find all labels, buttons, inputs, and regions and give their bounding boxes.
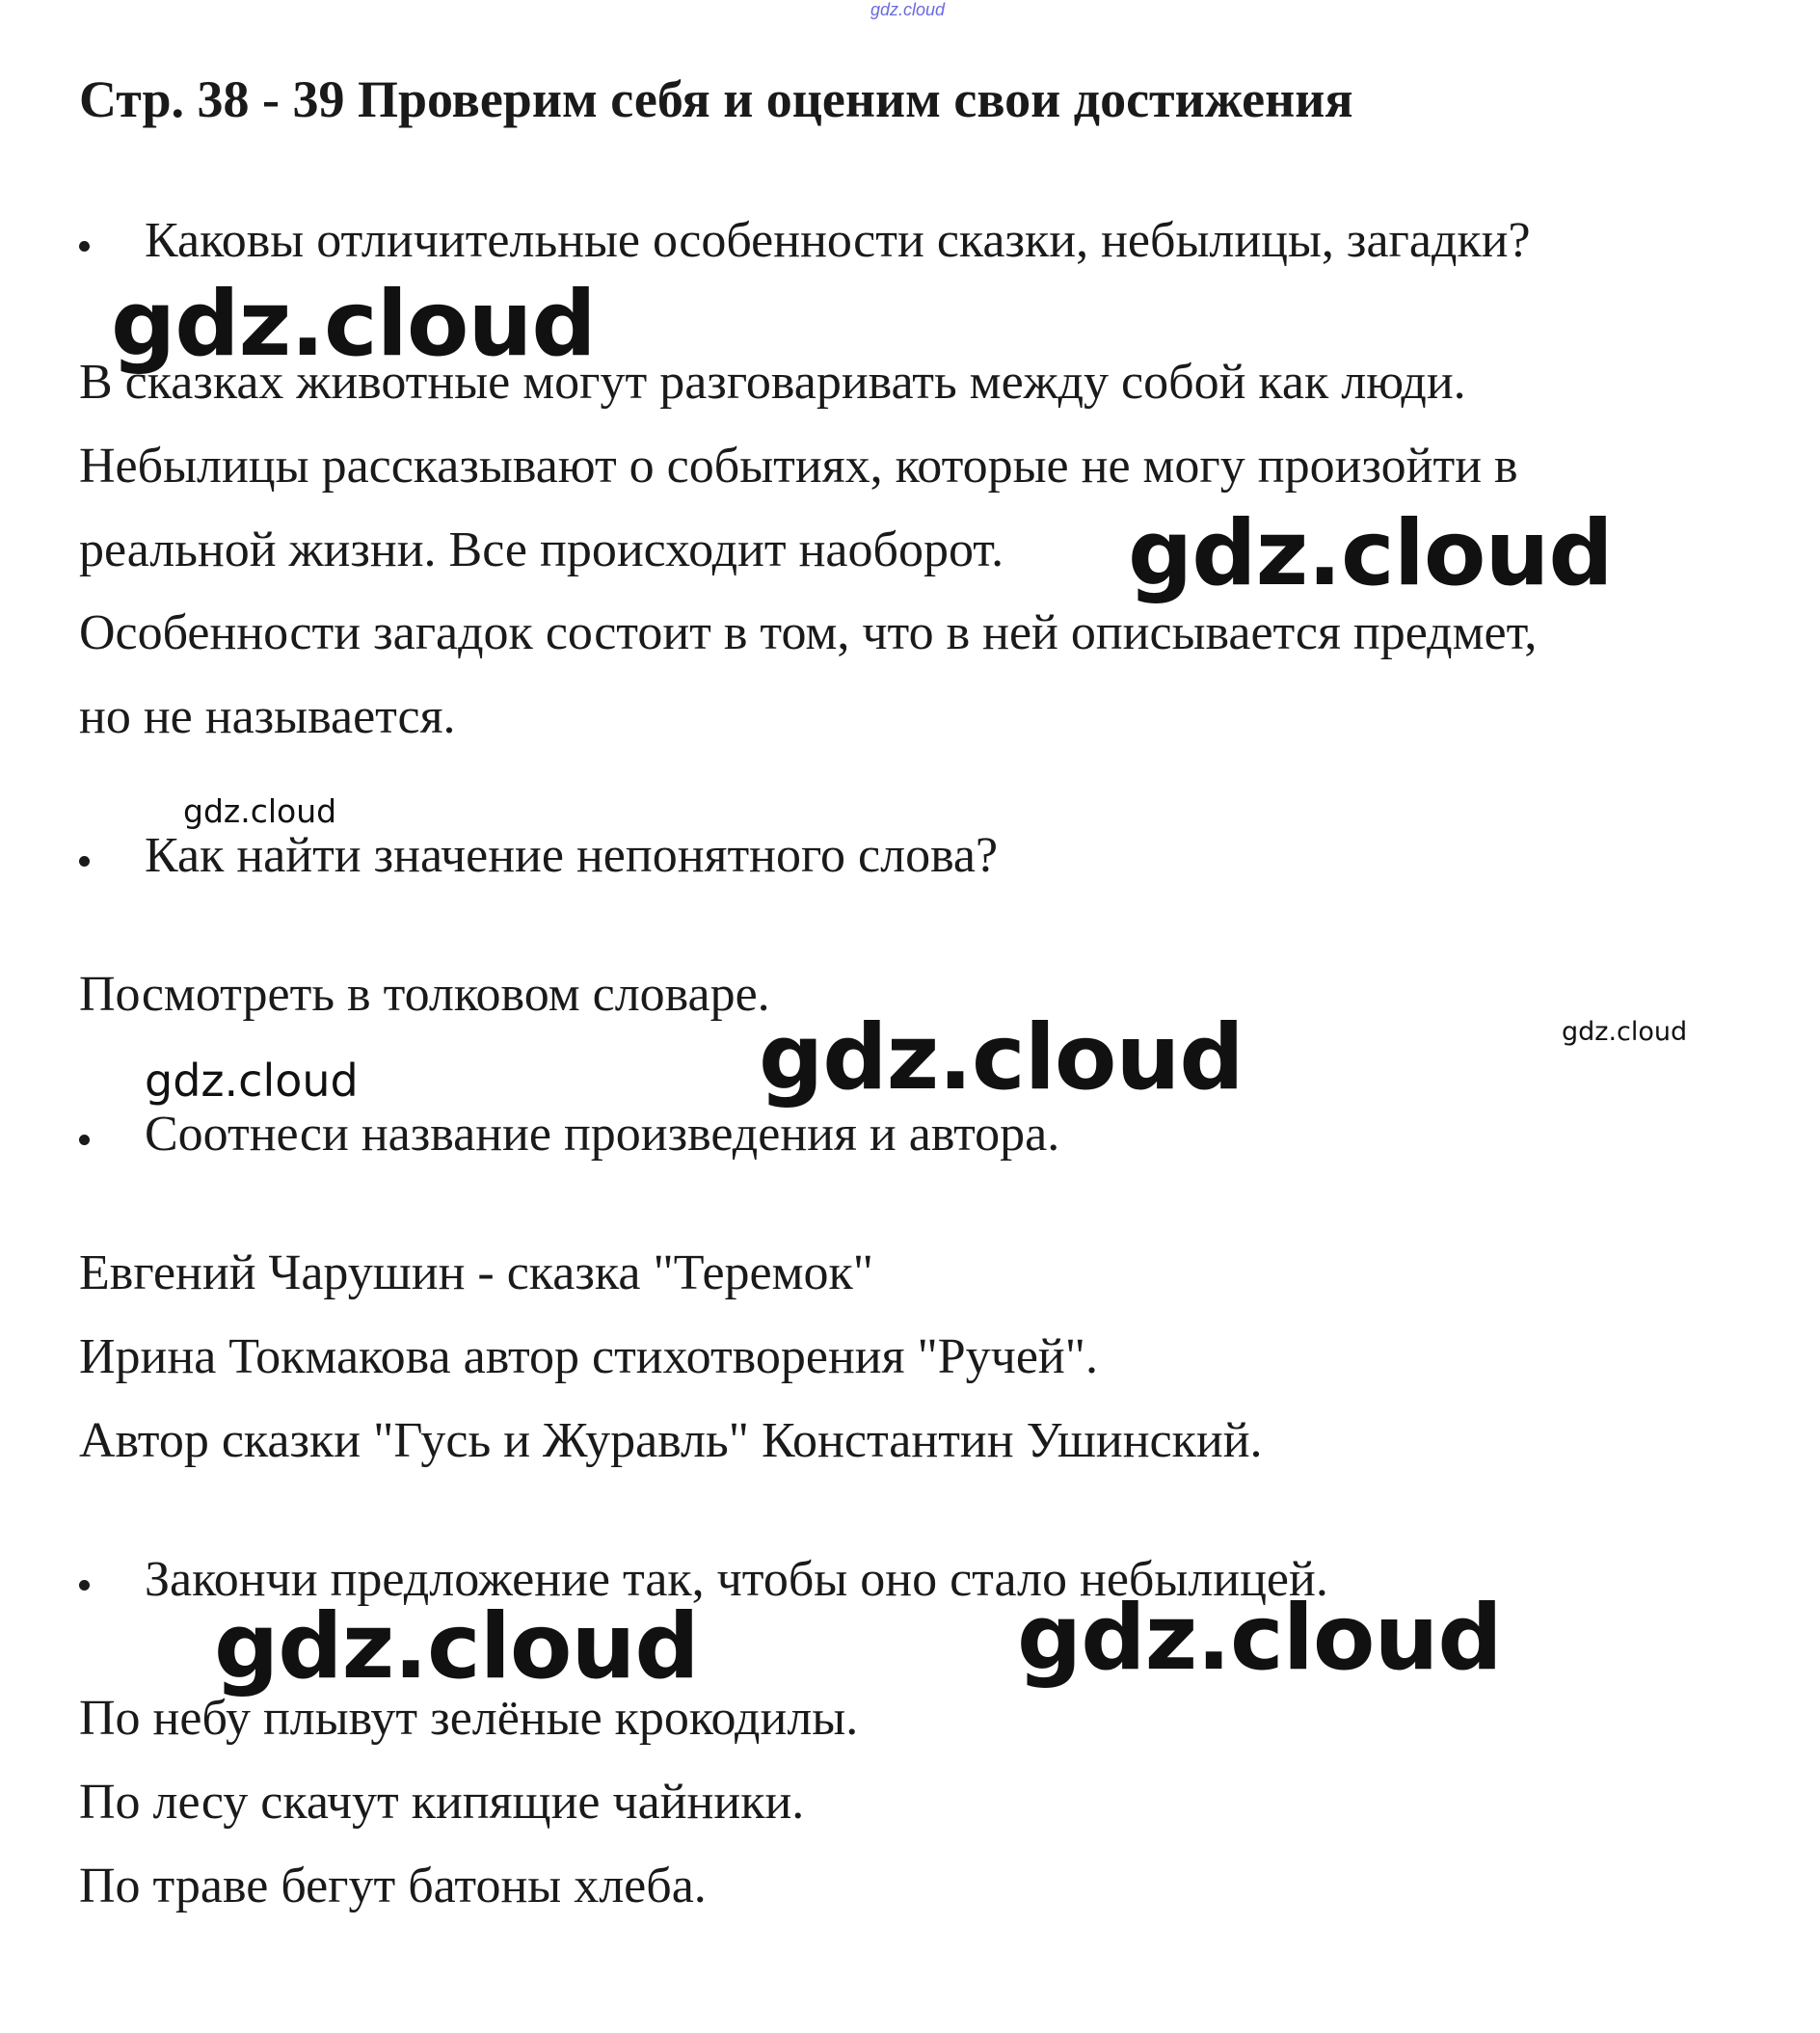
answer-1-line-5: но не называется. [79, 689, 456, 744]
answer-4-line-1: По небу плывут зелёные крокодилы. [79, 1691, 859, 1746]
question-4-text: Закончи предложение так, чтобы оно стало небылицей. [145, 1552, 1328, 1607]
answer-3-line-1: Евгений Чарушин - сказка "Теремок" [79, 1245, 874, 1300]
answer-2-line-1: Посмотреть в толковом словаре. [79, 967, 770, 1022]
answer-1-line-4: Особенности загадок состоит в том, что в ней описывается предмет, [79, 605, 1538, 660]
watermark-top: gdz.cloud [870, 0, 946, 19]
question-1-text: Каковы отличительные особенности сказки, небылицы, загадки? [145, 213, 1531, 268]
watermark: gdz.cloud [111, 272, 596, 377]
page-title: Стр. 38 - 39 Проверим себя и оценим свои достижения [79, 70, 1353, 128]
watermark: gdz.cloud [759, 1005, 1244, 1110]
question-3-text: Соотнеси название произведения и автора. [145, 1107, 1060, 1162]
question-2-text: Как найти значение непонятного слова? [145, 828, 999, 883]
watermark: gdz.cloud [1128, 501, 1613, 606]
watermark: gdz.cloud [145, 1055, 359, 1107]
answer-1-line-3: реальной жизни. Все происходит наоборот. [79, 522, 1004, 577]
answer-1-line-1: В сказках животные могут разговаривать между собой как люди. [79, 355, 1466, 410]
watermark: gdz.cloud [1017, 1586, 1502, 1691]
watermark: gdz.cloud [214, 1594, 699, 1699]
answer-1-line-2: Небылицы рассказывают о событиях, которые не могу произойти в [79, 439, 1518, 494]
bullet-dot-icon [79, 856, 90, 867]
answer-3-line-3: Автор сказки "Гусь и Журавль" Константин Ушинский. [79, 1413, 1263, 1468]
watermark: gdz.cloud [1562, 1017, 1688, 1047]
bullet-dot-icon [79, 241, 90, 252]
bullet-dot-icon [79, 1135, 90, 1145]
watermark: gdz.cloud [183, 792, 337, 830]
answer-3-line-2: Ирина Токмакова автор стихотворения "Ручей". [79, 1329, 1098, 1384]
bullet-dot-icon [79, 1580, 90, 1591]
answer-4-line-2: По лесу скачут кипящие чайники. [79, 1775, 805, 1830]
answer-4-line-3: По траве бегут батоны хлеба. [79, 1859, 707, 1913]
